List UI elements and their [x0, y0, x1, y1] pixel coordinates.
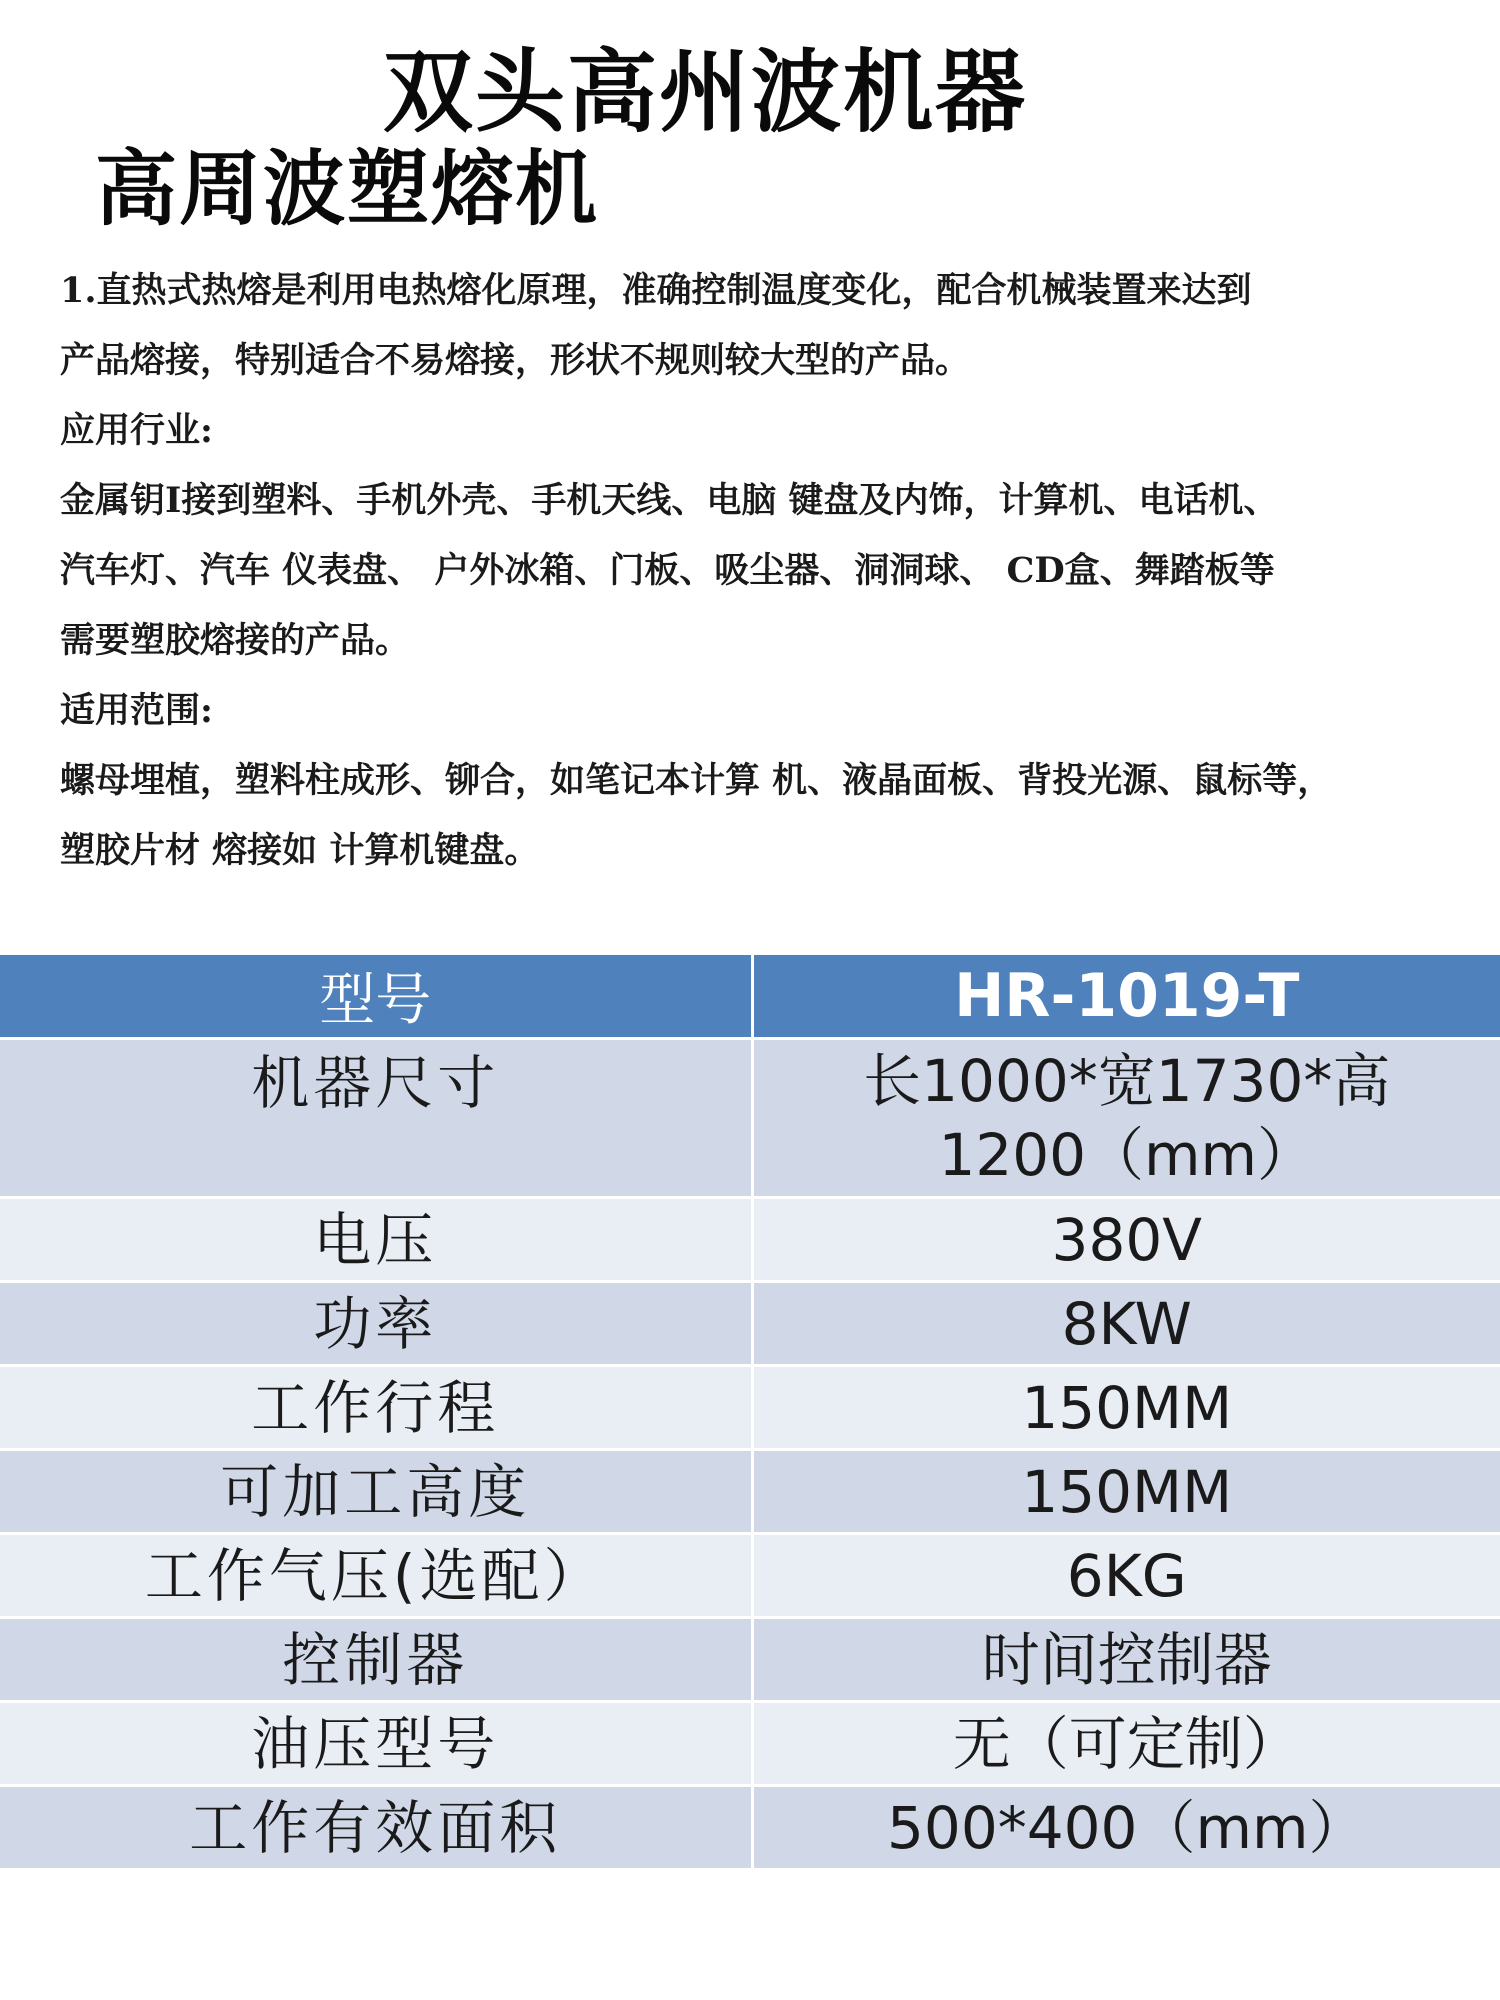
application-scope-heading: 适用范围:: [60, 690, 213, 731]
table-row: [0, 1702, 1500, 1786]
spec-label: 控制器: [0, 1618, 752, 1702]
page-subtitle: 高周波塑熔机: [95, 142, 600, 237]
table-header-row: [0, 955, 1500, 1039]
spec-value: 8KW: [752, 1282, 1500, 1366]
spec-label: 油压型号: [0, 1702, 752, 1786]
spec-value: [752, 1039, 1500, 1198]
page-title: 双头高州波机器: [383, 40, 1027, 145]
table-row: [0, 1366, 1500, 1450]
spec-label: 机器尺寸: [0, 1039, 752, 1198]
spec-value: 150MM: [752, 1366, 1500, 1450]
table-row: [0, 1198, 1500, 1282]
product-description: [60, 256, 1500, 886]
table-row: [0, 1450, 1500, 1534]
spec-table: [0, 955, 1500, 1871]
spec-value: 150MM: [752, 1450, 1500, 1534]
spec-value: 380V: [752, 1198, 1500, 1282]
spec-label: 可加工高度: [0, 1450, 752, 1534]
spec-value-line: 1200（mm）: [938, 1121, 1316, 1189]
model-value-header: HR-1019-T: [752, 955, 1500, 1039]
spec-label: 电压: [0, 1198, 752, 1282]
table-row: [0, 1534, 1500, 1618]
description-line: 螺母埋植，塑料柱成形、铆合，如笔记本计算 机、液晶面板、背投光源、鼠标等，: [60, 760, 1333, 801]
table-row: [0, 1786, 1500, 1870]
spec-label: 工作有效面积: [0, 1786, 752, 1870]
table-row: [0, 1039, 1500, 1198]
spec-label: 工作行程: [0, 1366, 752, 1450]
spec-value: 500*400（mm）: [752, 1786, 1500, 1870]
table-row: [0, 1282, 1500, 1366]
spec-label: 功率: [0, 1282, 752, 1366]
description-line: 金属钥I接到塑料、手机外壳、手机天线、电脑 键盘及内饰，计算机、电话机、: [60, 480, 1279, 521]
description-line: 产品熔接，特别适合不易熔接，形状不规则较大型的产品。: [60, 340, 971, 381]
description-line: 汽车灯、汽车 仪表盘、 户外冰箱、门板、吸尘器、洞洞球、 CD盒、舞踏板等: [60, 550, 1275, 591]
spec-value: 无（可定制）: [752, 1702, 1500, 1786]
description-line: 需要塑胶熔接的产品。: [60, 620, 411, 661]
spec-value-line: 长1000*宽1730*高: [863, 1047, 1391, 1115]
spec-label: 工作气压(选配）: [0, 1534, 752, 1618]
spec-value: 时间控制器: [752, 1618, 1500, 1702]
table-row: [0, 1618, 1500, 1702]
model-label-header: 型号: [0, 955, 752, 1039]
application-industry-heading: 应用行业:: [60, 410, 213, 451]
description-line: 塑胶片材 熔接如 计算机键盘。: [60, 830, 540, 871]
description-line: 1.直热式热熔是利用电热熔化原理，准确控制温度变化，配合机械装置来达到: [60, 270, 1252, 311]
spec-value: 6KG: [752, 1534, 1500, 1618]
